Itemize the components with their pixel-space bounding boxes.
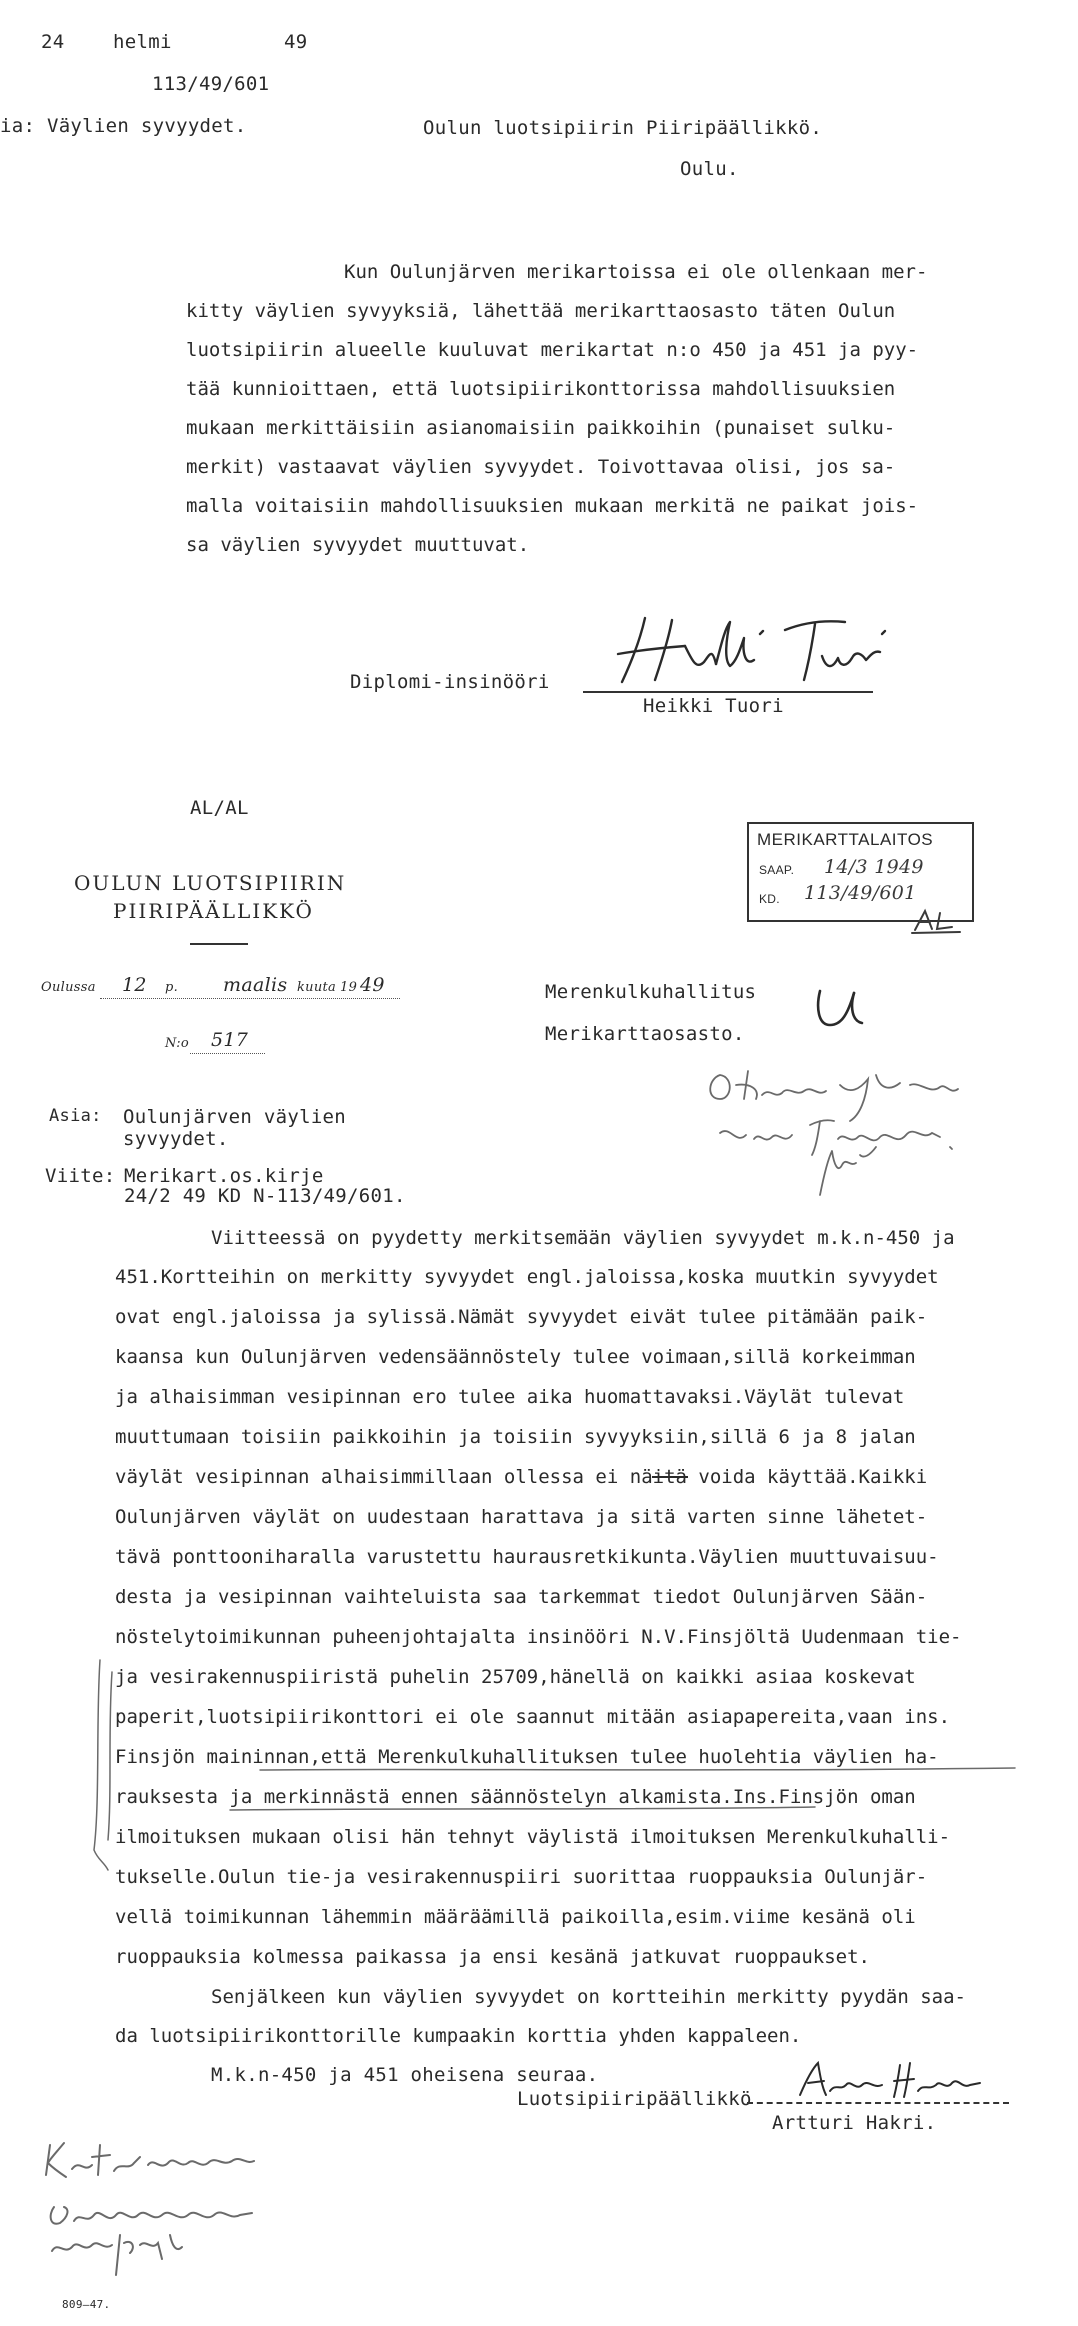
stamp-saap-value: 14/3 1949 [824,856,924,878]
asia-line2: syvyydet. [123,1128,229,1150]
body-line: mukaan merkittäisiin asianomaisiin paikkoihin (punaiset sulku- [186,417,896,439]
stamp-saap-label: SAAP. [759,863,795,877]
signature-hakri [790,2055,990,2105]
body-line: ilmoituksen mukaan olisi hän tehnyt väylistä ilmoituksen Merenkulkuhalli- [115,1826,951,1848]
body-line: kitty väylien syvyyksiä, lähettää merikarttaosasto täten Oulun [186,300,896,322]
addressee: Oulun luotsipiirin Piiripäällikkö. [423,117,823,139]
date-month: helmi [113,31,172,53]
body-line: ja vesirakennuspiiristä puhelin 25709,hänellä on kaikki asiaa koskevat [115,1666,916,1688]
year-suffix: 49 [360,974,385,996]
pencil-note-kartat-arkistoon [40,2135,320,2285]
reference-number: 113/49/601 [152,73,270,95]
initials: AL/AL [190,797,249,819]
body-line: ovat engl.jaloissa ja sylissä.Nämät syvyydet eivät tulee pitämään paik- [115,1306,928,1328]
form-code: 809—47. [62,2298,111,2311]
body-line: merkit) vastaavat väylien syvyydet. Toivottavaa olisi, jos sa- [186,456,896,478]
body-line: 451.Kortteihin on merkitty syvyydet engl.jaloissa,koska muutkin syvyydet [115,1266,939,1288]
letterhead-line2: PIIRIPÄÄLLIKKÖ [113,899,314,923]
number-label: N:o [165,1036,190,1051]
viite-line2: 24/2 49 KD N-113/49/601. [124,1185,406,1207]
body-line: Senjälkeen kun väylien syvyydet on kortteihin merkitty pyydän saa- [211,1986,966,2008]
signer-name: Heikki Tuori [643,695,784,717]
recipient-line2: Merikarttaosasto. [545,1023,745,1045]
body-line: tukselle.Oulun tie-ja vesirakennuspiiri suorittaa ruoppauksia Oulunjär- [115,1866,928,1888]
body-line: Oulunjärven väylät on uudestaan harattava ja sitä varten sinne lähetet- [115,1506,928,1528]
body-line: desta ja vesipinnan vaihteluista saa tarkemmat tiedot Oulunjärven Sään- [115,1586,928,1608]
asia-line1: Oulunjärven väylien [123,1106,347,1128]
body-line: nöstelytoimikunnan puheenjohtajalta insinööri N.V.Finsjöltä Uudenmaan tie- [115,1626,962,1648]
body-line: vellä toimikunnan lähemmin määräämillä paikoilla,esim.viime kesänä oli [115,1906,916,1928]
viite-line1: Merikart.os.kirje [124,1165,324,1187]
body-line: muuttumaan toisiin paikkoihin ja toisiin syvyyksiin,sillä 6 ja 8 jalan [115,1426,916,1448]
signer-title-2: Luotsipiiripäällikkö [517,2088,752,2110]
recipient-line1: Merenkulkuhallitus [545,981,757,1003]
signer-name-2: Artturi Hakri. [772,2112,937,2134]
date-day-value: 12 [122,974,147,996]
body-line: väylät vesipinnan alhaisimmillaan ollessa ei näitä voida käyttää.Kaikki [115,1466,928,1488]
body-line: Viitteessä on pyydetty merkitsemään väylien syvyydet m.k.n-450 ja [211,1227,955,1249]
stamp-org: MERIKARTTALAITOS [757,830,934,849]
body-line: da luotsipiirikonttorille kumpaakin korttia yhden kappaleen. [115,2025,802,2047]
date-month-value: maalis [223,974,288,996]
date-day: 24 [41,31,65,53]
letterhead-line1: OULUN LUOTSIPIIRIN [74,871,347,895]
body-line: tää kunnioittaen, että luotsipiirikonttorissa mahdollisuuksien [186,378,896,400]
body-line: ruoppauksia kolmessa paikassa ja ensi kesänä jatkuvat ruoppaukset. [115,1946,870,1968]
stamp-kd-value: 113/49/601 [804,882,917,904]
enclosure-note: M.k.n-450 ja 451 oheisena seuraa. [211,2064,599,2086]
year-prefix: 19 [340,980,358,995]
signer-title: Diplomi-insinööri [350,671,550,693]
body-line: sa väylien syvyydet muuttuvat. [186,534,530,556]
body-line: Kun Oulunjärven merikartoissa ei ole ollenkaan mer- [344,261,928,283]
viite-label: Viite: [45,1165,116,1187]
subject-line: ia: Väylien syvyydet. [0,115,247,137]
body-line: luotsipiirin alueelle kuuluvat merikartat n:o 450 ja 451 ja pyy- [186,339,919,361]
asia-label: Asia: [49,1106,102,1126]
body-line: paperit,luotsipiirikonttori ei ole saannut mitään asiapapereita,vaan ins. [115,1706,951,1728]
body-line: ja alhaisimman vesipinnan ero tulee aika huomattavaksi.Väylät tulevat [115,1386,905,1408]
p-label: p. [165,980,179,995]
body-line: rauksesta ja merkinnästä ennen säännöstelyn alkamista.Ins.Finsjön oman [115,1786,916,1808]
stamp-kd-label: KD. [759,892,780,906]
place-label: Oulussa [41,980,96,995]
body-line: tävä ponttooniharalla varustettu haurausretkikunta.Väylien muuttuvaisuu- [115,1546,939,1568]
date-year: 49 [284,31,308,53]
body-line: malla voitaisiin mahdollisuuksien mukaan merkitä ne paikat jois- [186,495,919,517]
kuuta-label: kuuta [297,980,337,995]
body-line: kaansa kun Oulunjärven vedensäännöstely tulee voimaan,sillä korkeimman [115,1346,916,1368]
number-value: 517 [211,1029,249,1051]
body-line: Finsjön maininnan,että Merenkulkuhallituksen tulee huolehtia väylien ha- [115,1746,939,1768]
addressee-city: Oulu. [680,158,739,180]
